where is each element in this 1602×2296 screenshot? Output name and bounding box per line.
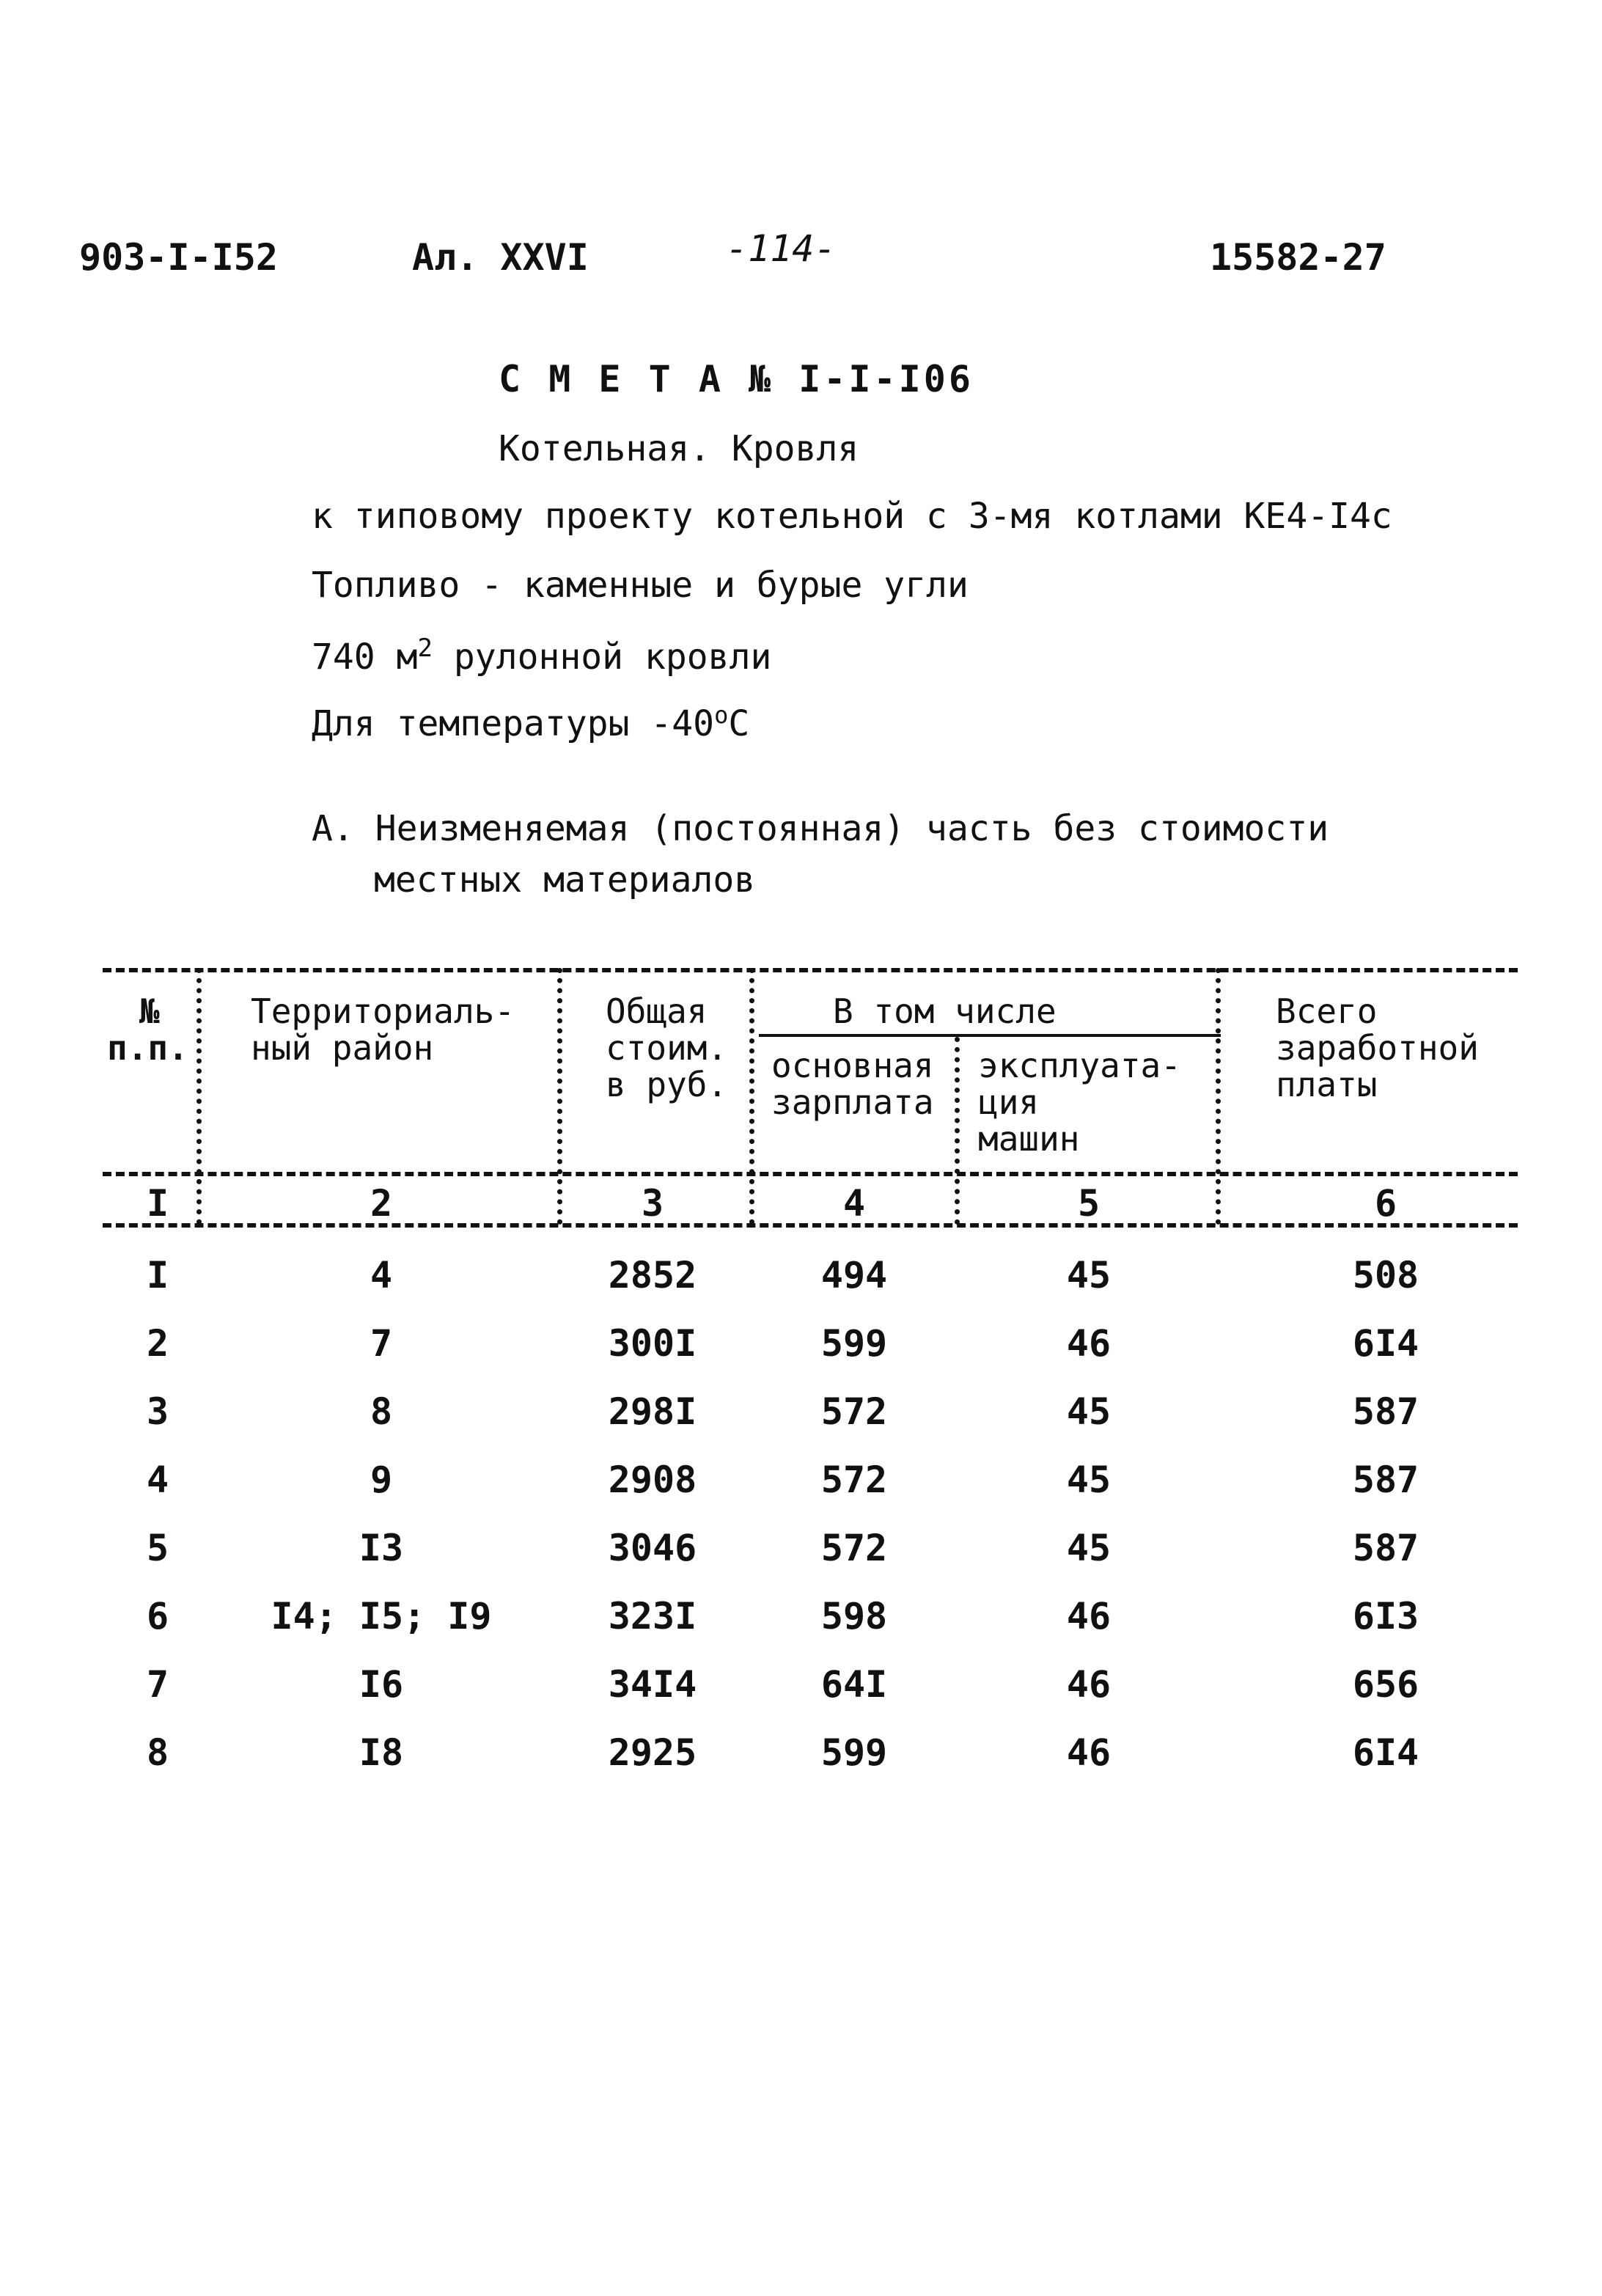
col6-header-line2: заработной — [1276, 1028, 1479, 1068]
base-wage: 599 — [820, 1322, 888, 1365]
machine-operation: 45 — [1066, 1390, 1112, 1433]
machine-operation: 46 — [1066, 1322, 1112, 1365]
roof-area-exponent: 2 — [417, 634, 433, 663]
machine-operation: 45 — [1066, 1527, 1112, 1569]
design-temperature — [312, 701, 749, 744]
roof-area — [312, 634, 771, 678]
total-wage: 6I4 — [1352, 1322, 1419, 1365]
column-divider-4 — [955, 1037, 960, 1225]
col2-header-line2: ный район — [251, 1028, 434, 1068]
column-number-3: 3 — [641, 1182, 664, 1225]
base-wage: 572 — [820, 1390, 888, 1433]
region: 4 — [370, 1254, 393, 1296]
design-temperature-label: Для температуры -40 — [312, 703, 715, 744]
base-wage: 572 — [820, 1459, 888, 1501]
total-wage: 587 — [1352, 1527, 1419, 1569]
col4-header-line2: зарплата — [771, 1082, 934, 1122]
total-cost: 298I — [608, 1390, 697, 1433]
col4-header-line1: основная — [771, 1046, 934, 1085]
total-wage: 508 — [1352, 1254, 1419, 1296]
total-wage: 587 — [1352, 1390, 1419, 1433]
column-number-4: 4 — [842, 1182, 866, 1225]
machine-operation: 46 — [1066, 1731, 1112, 1774]
base-wage: 494 — [820, 1254, 888, 1296]
total-cost: 3046 — [608, 1527, 697, 1569]
row-number: 5 — [146, 1527, 169, 1569]
region: 9 — [370, 1459, 393, 1501]
machine-operation: 45 — [1066, 1254, 1112, 1296]
total-cost: 34I4 — [608, 1663, 697, 1706]
estimate-heading: С М Е Т А № I-I-I06 — [499, 358, 974, 400]
total-wage: 656 — [1352, 1663, 1419, 1706]
base-wage: 599 — [820, 1731, 888, 1774]
section-heading-cont: местных материалов — [374, 859, 756, 901]
total-cost: 2852 — [608, 1254, 697, 1296]
total-cost: 323I — [608, 1595, 697, 1637]
col5-header-line2: ция — [978, 1082, 1040, 1122]
table-top-rule — [103, 968, 1518, 972]
col5-header-line1: эксплуата- — [978, 1046, 1181, 1085]
row-number: I — [146, 1254, 169, 1296]
design-temperature-unit: С — [728, 703, 750, 744]
machine-operation: 46 — [1066, 1663, 1112, 1706]
region: 7 — [370, 1322, 393, 1365]
column-divider-3 — [749, 968, 754, 1225]
row-number: 2 — [146, 1322, 169, 1365]
col3-header-line2: стоим. — [606, 1028, 728, 1068]
col5-header-line3: машин — [978, 1119, 1080, 1159]
col3-header-line3: в руб. — [606, 1065, 728, 1104]
base-wage: 64I — [820, 1663, 888, 1706]
roof-area-value: 740 м — [312, 637, 418, 678]
base-wage: 598 — [820, 1595, 888, 1637]
machine-operation: 45 — [1066, 1459, 1112, 1501]
page-number: -114- — [726, 227, 837, 270]
col3-header-line1: Общая — [606, 991, 708, 1031]
fuel-type: Топливо - каменные и бурые угли — [312, 565, 969, 606]
column-number-1: I — [146, 1182, 169, 1225]
column-number-6: 6 — [1374, 1182, 1397, 1225]
total-wage: 6I4 — [1352, 1731, 1419, 1774]
total-wage: 587 — [1352, 1459, 1419, 1501]
total-cost: 2925 — [608, 1731, 697, 1774]
column-number-2: 2 — [370, 1182, 393, 1225]
col6-header-line1: Всего — [1276, 991, 1378, 1031]
degree-sign: о — [714, 701, 729, 729]
roof-area-description: рулонной кровли — [432, 637, 772, 678]
album-number: Ал. XXVI — [412, 236, 589, 279]
table-header-rule — [103, 1172, 1518, 1176]
project-reference: к типовому проекту котельной с 3-мя котлами КЕ4-I4с — [312, 496, 1392, 537]
col1-header-line2: п.п. — [107, 1028, 188, 1068]
row-number: 6 — [146, 1595, 169, 1637]
group-header: В том числе — [833, 991, 1057, 1031]
col6-header-line3: платы — [1276, 1065, 1378, 1104]
row-number: 7 — [146, 1663, 169, 1706]
row-number: 8 — [146, 1731, 169, 1774]
row-number: 3 — [146, 1390, 169, 1433]
total-wage: 6I3 — [1352, 1595, 1419, 1637]
document-code: 903-I-I52 — [79, 236, 278, 279]
section-heading: А. Неизменяемая (постоянная) часть без стоимости — [312, 808, 1329, 849]
region: 8 — [370, 1390, 393, 1433]
machine-operation: 46 — [1066, 1595, 1112, 1637]
region: I6 — [359, 1663, 404, 1706]
total-cost: 300I — [608, 1322, 697, 1365]
total-cost: 2908 — [608, 1459, 697, 1501]
col1-header-line1: № — [139, 991, 160, 1031]
region: I3 — [359, 1527, 404, 1569]
estimate-object: Котельная. Кровля — [499, 428, 859, 469]
region: I4; I5; I9 — [271, 1595, 492, 1637]
region: I8 — [359, 1731, 404, 1774]
group-underline — [759, 1034, 1221, 1037]
sheet-number: 15582-27 — [1210, 236, 1386, 279]
base-wage: 572 — [820, 1527, 888, 1569]
row-number: 4 — [146, 1459, 169, 1501]
column-number-5: 5 — [1077, 1182, 1101, 1225]
col2-header-line1: Территориаль- — [251, 991, 515, 1031]
